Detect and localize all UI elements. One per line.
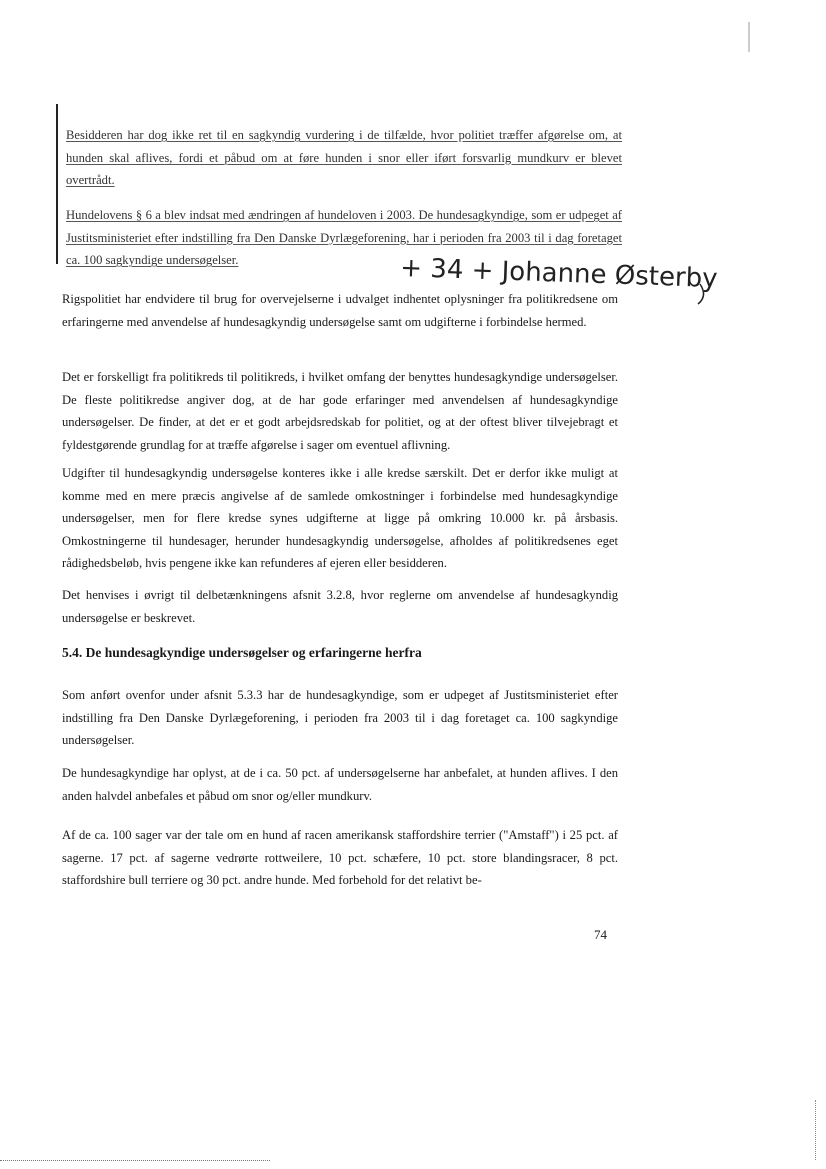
margin-bar: [56, 104, 58, 264]
scan-artifact: [0, 1160, 270, 1163]
paragraph: Udgifter til hundesagkyndig undersøgelse konteres ikke i alle kredse særskilt. Det er derfor ikke muligt at komme med en mere præcis angivelse af de samlede omkostninger i forbindelse med hundesagkyndige undersøgelser, men for flere kredse synes udgifterne at ligge på omkring 10.000 kr. på årsbasis. Omkostningerne til hundesager, herunder hundesagkyndig undersøgelse, afholdes af politikredsenes eget rådighedsbeløb, hvis pengene ikke kan refunderes af ejeren eller besidderen.: [62, 466, 618, 570]
page-number: 74: [594, 927, 607, 942]
scan-mark: [748, 22, 750, 52]
handwritten-note-text: + 34 + Johanne Østerby: [400, 253, 719, 295]
paragraph: Det er forskelligt fra politikreds til politikreds, i hvilket omfang der benyttes hundesagkyndige undersøgelser. De fleste politikredse angiver dog, at de har gode erfaringer med anvendelsen af hundesagkyndige undersøgelser. De finder, at det er et godt arbejdsredskab for politiet, og at der oftest bliver tilvejebragt et fyldestgørende grundlag for at træffe afgørelse i sager om eventuel aflivning.: [62, 370, 618, 452]
struck-paragraph: Besidderen har dog ikke ret til en sagkyndig vurdering i de tilfælde, hvor politiet træffer afgørelse om, at hunden skal aflives, fordi et påbud om at føre hunden i snor eller iført forsvarlig mundkurv er blevet overtrådt.: [66, 128, 622, 187]
paragraph: Det henvises i øvrigt til delbetænkningens afsnit 3.2.8, hvor reglerne om anvendelse af hundesagkyndig undersøgelse er beskrevet.: [62, 588, 618, 625]
paragraph: Af de ca. 100 sager var der tale om en hund af racen amerikansk staffordshire terrier ("Amstaff") i 25 pct. af sagerne. 17 pct. af sagerne vedrørte rottweilere, 10 pct. schæfere, 10 pct. store blandingsracer, 8 pct. staffordshire bull terriere og 30 pct. andre hunde. Med forbehold for det relativt be-: [62, 828, 618, 887]
section-heading: 5.4. De hundesagkyndige undersøgelser og erfaringerne herfra: [62, 645, 422, 660]
paragraph: Som anført ovenfor under afsnit 5.3.3 har de hundesagkyndige, som er udpeget af Justitsministeriet efter indstilling fra Den Danske Dyrlægeforening, i perioden fra 2003 til i dag foretaget ca. 100 sagkyndige undersøgelser.: [62, 688, 618, 747]
paragraph: Rigspolitiet har endvidere til brug for overvejelserne i udvalget indhentet oplysninger fra politikredsene om erfaringerne med anvendelse af hundesagkyndig undersøgelse samt om udgifterne i forbindelse hermed.: [62, 292, 618, 329]
scan-artifact: [815, 1100, 818, 1160]
struck-paragraph: Hundelovens § 6 a blev indsat med ændringen af hundeloven i 2003. De hundesagkyndige, som er udpeget af Justitsministeriet efter indstilling fra Den Danske Dyrlægeforening, har i perioden fra 2003 til i dag foretaget ca. 100 sagkyndige undersøgelser.: [66, 208, 622, 267]
paragraph: De hundesagkyndige har oplyst, at de i ca. 50 pct. af undersøgelserne har anbefalet, at hunden aflives. I den anden halvdel anbefales et påbud om snor og/eller mundkurv.: [62, 766, 618, 803]
